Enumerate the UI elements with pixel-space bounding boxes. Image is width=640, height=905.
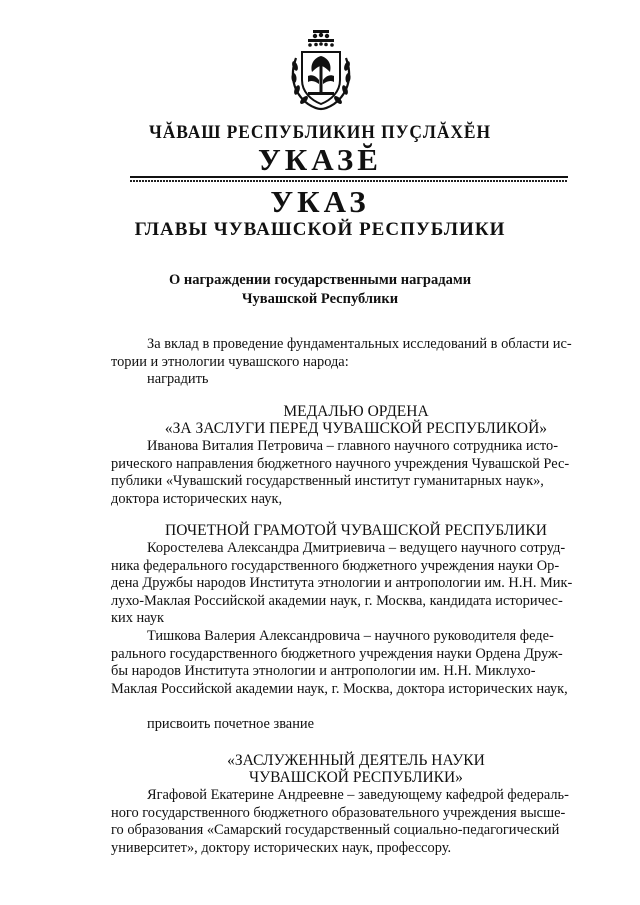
section2-person1-line: дена Дружбы народов Института этнологии и антропологии им. Н.Н. Мик- (111, 575, 573, 592)
intro-line: За вклад в проведение фундаментальных исследований в области ис- (147, 336, 572, 352)
assign-title-line: присвоить почетное звание (147, 716, 314, 733)
russian-header-title: УКАЗ (270, 184, 370, 219)
section1-title: МЕДАЛЬЮ ОРДЕНА (283, 402, 429, 420)
chuvash-header-line2: УКАЗĔ (258, 142, 382, 177)
section2-title: ПОЧЕТНОЙ ГРАМОТОЙ ЧУВАШСКОЙ РЕСПУБЛИКИ (165, 522, 547, 540)
section3-person-line: университет», доктору исторических наук, профессору. (111, 839, 452, 856)
header-divider-solid (130, 176, 568, 178)
section2-person1-line: ника федерального государственного бюджетного учреждения науки Ор- (111, 557, 560, 574)
intro-award-verb: наградить (147, 371, 209, 388)
section2-person1-line: лухо-Маклая Российской академии наук, г. Москва, кандидата историчес- (111, 592, 563, 609)
section2-person1-line: Коростелева Александра Дмитриевича – ведущего научного сотруд- (147, 539, 566, 556)
subject-line: Чувашской Республики (241, 291, 399, 307)
russian-header-subtitle: ГЛАВЫ ЧУВАШСКОЙ РЕСПУБЛИКИ (134, 219, 506, 240)
section3-person-line: го образования «Самарский государственный социально-педагогический (111, 822, 560, 839)
section3-person-line: Ягафовой Екатерине Андреевне – заведующему кафедрой федераль- (147, 787, 569, 804)
section2-person2-line: Тишкова Валерия Александровича – научного руководителя феде- (147, 627, 554, 644)
section2-person1-line: ких наук (111, 610, 165, 627)
section3-person-line: ного государственного бюджетного образовательного учреждения высше- (111, 804, 566, 821)
section1-title: «ЗА ЗАСЛУГИ ПЕРЕД ЧУВАШСКОЙ РЕСПУБЛИКОЙ» (164, 420, 548, 438)
section3-title: «ЗАСЛУЖЕННЫЙ ДЕЯТЕЛЬ НАУКИ (227, 751, 485, 769)
section1-person-line: Иванова Виталия Петровича – главного научного сотрудника исто- (147, 437, 558, 454)
coat-of-arms-emblem (286, 28, 356, 112)
section3-title: ЧУВАШСКОЙ РЕСПУБЛИКИ» (249, 769, 463, 787)
section1-person-line: рического направления бюджетного научного учреждения Чувашской Рес- (111, 455, 570, 472)
intro-line: тории и этнологии чувашского народа: (111, 353, 349, 370)
section1-person-line: публики «Чувашский государственный институт гуманитарных наук», (111, 473, 544, 490)
section1-person-line: доктора исторических наук, (111, 490, 283, 507)
section2-person2-line: Маклая Российской академии наук, г. Москва, доктора исторических наук, (111, 680, 568, 697)
section2-person2-line: бы народов Института этнологии и антропологии им. Н.Н. Миклухо- (111, 663, 536, 680)
decree-subject (0, 271, 640, 309)
decree-body (111, 336, 601, 857)
chuvash-header-line1: ЧĂВАШ РЕСПУБЛИКИН ПУÇЛĂХĔН (148, 122, 492, 143)
header-divider-dotted (130, 180, 568, 182)
section2-person2-line: рального государственного бюджетного учреждения науки Ордена Друж- (111, 645, 563, 662)
subject-line: О награждении государственными наградами (168, 272, 472, 288)
